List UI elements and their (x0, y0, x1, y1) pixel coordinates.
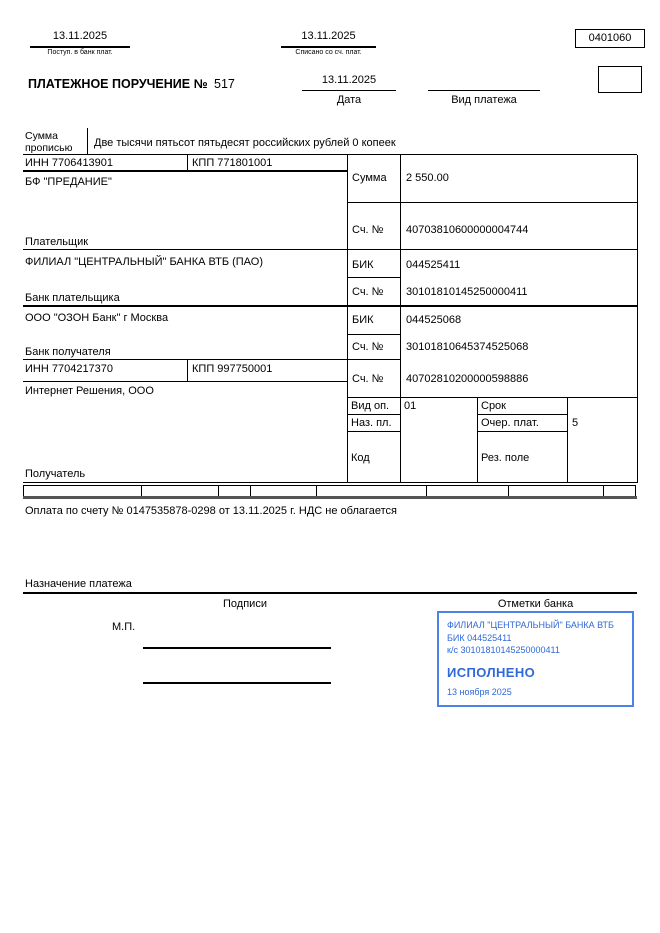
divider (23, 485, 24, 496)
payer-bank-name: ФИЛИАЛ "ЦЕНТРАЛЬНЫЙ" БАНКА ВТБ (ПАО) (25, 256, 263, 268)
received-date-label: Поступ. в банк плат. (47, 49, 113, 56)
payer-bank-bik-label: БИК (352, 259, 374, 271)
divider (637, 155, 638, 483)
signature-line-1 (143, 647, 331, 649)
payer-bank-bik-value: 044525411 (406, 259, 461, 271)
doc-date-value: 13.11.2025 (321, 74, 377, 86)
op-type-label: Вид оп. (351, 400, 390, 412)
bank-stamp (437, 611, 634, 707)
stamp-bik: БИК 044525411 (447, 632, 512, 643)
payee-account-value: 40702810200000598886 (406, 373, 529, 385)
amount-value: 2 550.00 (406, 172, 449, 184)
divider (218, 485, 219, 496)
purpose-text: Оплата по счету № 0147535878-0298 от 13.11.2025 г. НДС не облагается (25, 505, 397, 517)
code-label: Код (351, 452, 370, 464)
amount-words-label: Сумма прописью (25, 130, 73, 154)
doc-number: 517 (214, 77, 235, 91)
payer-account-value: 40703810600000004744 (406, 224, 529, 236)
divider (603, 485, 604, 496)
divider (23, 482, 637, 483)
priority-value: 5 (572, 417, 579, 429)
op-type-value: 01 (404, 400, 417, 412)
payee-bank-bik-value: 044525068 (406, 314, 462, 326)
payer-inn: ИНН 7706413901 (25, 157, 114, 169)
divider (477, 398, 478, 483)
divider (316, 485, 317, 496)
doc-date-label: Дата (336, 94, 362, 106)
stamp-status: ИСПОЛНЕНО (447, 664, 536, 680)
debited-date-field (281, 30, 376, 48)
divider (400, 155, 401, 483)
payment-type-label: Вид платежа (451, 94, 517, 106)
reserve-field-label: Рез. поле (481, 452, 530, 464)
divider (347, 202, 637, 203)
debited-date-value: 13.11.2025 (301, 30, 356, 42)
stamp-date: 13 ноября 2025 (447, 687, 512, 697)
divider (347, 431, 400, 432)
pay-purpose-code-label: Наз. пл. (351, 417, 392, 429)
stamp-place-label: М.П. (112, 621, 136, 633)
divider (187, 155, 188, 171)
payer-bank-corr-label: Сч. № (352, 286, 384, 298)
payer-bank-label: Банк плательщика (25, 292, 120, 304)
term-label: Срок (481, 400, 506, 412)
divider (141, 485, 142, 496)
payer-kpp: КПП 771801001 (192, 157, 273, 169)
divider (23, 359, 400, 360)
divider (567, 398, 568, 483)
payee-bank-corr-value: 30101810645374525068 (406, 341, 529, 353)
divider (23, 170, 347, 172)
payee-bank-label: Банк получателя (25, 346, 111, 358)
received-date-field (30, 30, 130, 48)
thick-divider (23, 592, 637, 594)
signature-line-2 (143, 682, 331, 684)
payee-label: Получатель (25, 468, 86, 480)
signatures-label: Подписи (223, 598, 267, 610)
payee-bank-bik-label: БИК (352, 314, 374, 326)
amount-words-value: Две тысячи пятьсот пятьдесят российских рублей 0 копеек (94, 137, 396, 149)
debited-date-label: Списано со сч. плат. (295, 49, 362, 56)
reserve-box (598, 66, 642, 93)
received-date-value: 13.11.2025 (52, 30, 108, 42)
divider (347, 277, 400, 278)
payee-bank-name: ООО "ОЗОН Банк" г Москва (25, 312, 169, 324)
divider (347, 155, 348, 483)
divider (23, 154, 637, 155)
payee-inn: ИНН 7704217370 (25, 363, 114, 375)
divider (426, 485, 427, 496)
divider (187, 360, 188, 381)
divider (477, 414, 567, 415)
thick-divider (23, 496, 637, 499)
divider (635, 485, 636, 496)
payee-account-label: Сч. № (352, 373, 384, 385)
payer-label: Плательщик (25, 236, 89, 248)
payment-type-line (428, 74, 540, 91)
payee-bank-corr-label: Сч. № (352, 341, 384, 353)
divider (87, 128, 88, 155)
divider (250, 485, 251, 496)
payee-name: Интернет Решения, ООО (25, 385, 154, 397)
payer-name: БФ "ПРЕДАНИЕ" (25, 176, 112, 188)
divider (347, 414, 400, 415)
divider (347, 334, 400, 335)
form-code-box (575, 29, 645, 48)
purpose-label: Назначение платежа (25, 578, 132, 590)
divider (23, 485, 635, 486)
page-title-text: ПЛАТЕЖНОЕ ПОРУЧЕНИЕ № (28, 77, 208, 91)
bank-marks-label: Отметки банка (497, 598, 574, 610)
payer-bank-corr-value: 30101810145250000411 (406, 286, 528, 298)
divider (477, 431, 567, 432)
divider (347, 397, 637, 398)
form-code-value: 0401060 (588, 32, 632, 44)
payer-account-label: Сч. № (352, 224, 384, 236)
divider (23, 249, 637, 250)
divider (508, 485, 509, 496)
doc-date-field (302, 74, 396, 91)
stamp-corr: к/с 30101810145250000411 (447, 645, 560, 655)
divider (23, 381, 347, 382)
payee-kpp: КПП 997750001 (192, 363, 273, 375)
amount-label: Сумма (352, 172, 387, 184)
stamp-bank-name: ФИЛИАЛ "ЦЕНТРАЛЬНЫЙ" БАНКА ВТБ (447, 620, 614, 630)
divider (23, 305, 637, 307)
priority-label: Очер. плат. (481, 417, 539, 429)
page-title (28, 77, 235, 91)
